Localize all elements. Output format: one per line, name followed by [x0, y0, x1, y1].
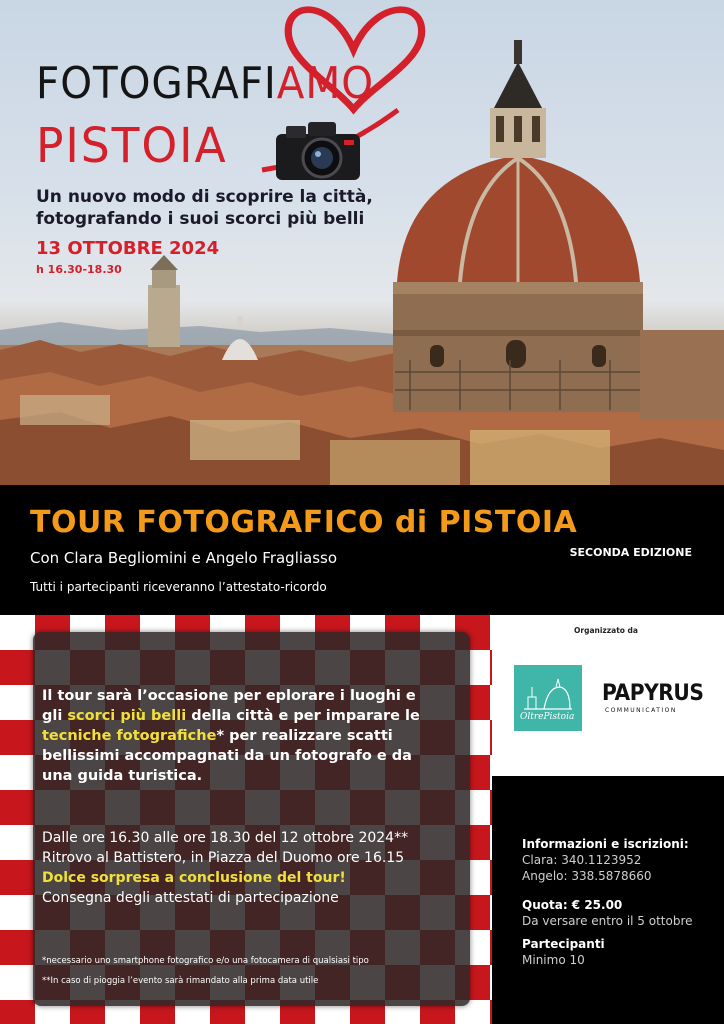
footnote-camera: *necessario uno smartphone fotografico e/o una fotocamera di qualsiasi tipo: [42, 956, 369, 966]
schedule-line-certificates: Consegna degli attestati di partecipazione: [42, 890, 339, 906]
attestato-line: Tutti i partecipanti riceveranno l’attestato-ricordo: [30, 580, 327, 594]
contact-angelo: Angelo: 338.5878660: [522, 869, 652, 883]
hero-subtitle: Un nuovo modo di scoprire la città, fotografando i suoi scorci più belli: [36, 187, 373, 229]
schedule-line-time: Dalle ore 16.30 alle ore 18.30 del 12 ottobre 2024**: [42, 830, 409, 846]
papyrus-logo: PAPYRUS: [602, 681, 704, 706]
title-fotografiamo: FOTOGRAFIAMO: [36, 58, 375, 109]
schedule-line-surprise: Dolce sorpresa a conclusione del tour!: [42, 870, 346, 886]
quota-note: Da versare entro il 5 ottobre: [522, 914, 693, 928]
hero-photo: [0, 0, 724, 485]
minimo-label: Minimo 10: [522, 953, 585, 967]
edition-label: SECONDA EDIZIONE: [569, 546, 692, 559]
contact-clara: Clara: 340.1123952: [522, 853, 642, 867]
tour-title: TOUR FOTOGRAFICO di PISTOIA: [30, 505, 578, 540]
title-pistoia: PISTOIA: [36, 118, 228, 174]
event-time: h 16.30-18.30: [36, 263, 122, 276]
contacts-heading: Informazioni e iscrizioni:: [522, 837, 689, 851]
papyrus-subtitle: COMMUNICATION: [605, 707, 677, 714]
intro-paragraph: Il tour sarà l’occasione per eplorare i luoghi e gli scorci più belli della città e per imparare le tecniche fotografiche* per realizzare scatti bellissimi accompagnati da un fotografo e da una guida turistica.: [42, 688, 420, 784]
schedule-line-meeting: Ritrovo al Battistero, in Piazza del Duomo ore 16.15: [42, 850, 405, 866]
organizers-label: Organizzato da: [574, 626, 638, 635]
quota-label: Quota: € 25.00: [522, 898, 623, 912]
partecipanti-label: Partecipanti: [522, 937, 605, 951]
camera-icon: [272, 118, 364, 186]
oltrepistoia-wordmark: OltrePistoia: [520, 712, 575, 722]
event-date: 13 OTTOBRE 2024: [36, 238, 220, 259]
footnote-rain: **In caso di pioggia l’evento sarà rimandato alla prima data utile: [42, 976, 319, 986]
hosts-line: Con Clara Begliomini e Angelo Fragliasso: [30, 549, 338, 567]
schedule-block: [42, 828, 462, 908]
